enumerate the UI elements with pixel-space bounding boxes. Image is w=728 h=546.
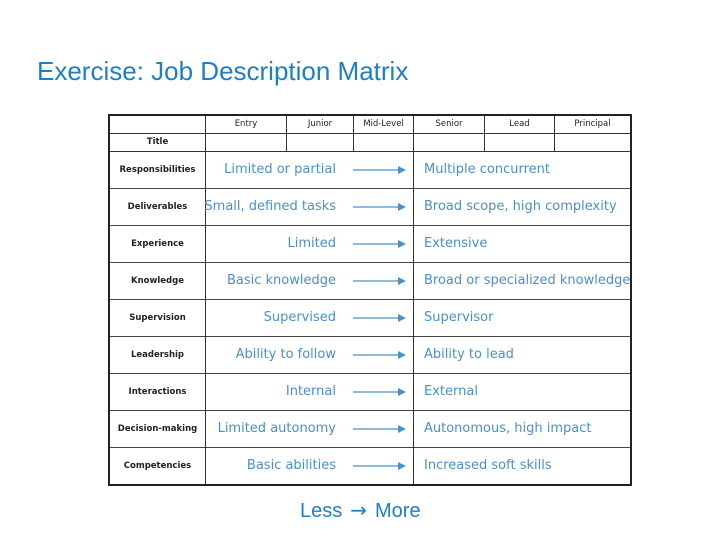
matrix-row-experience [110,225,630,263]
row-label: Supervision [129,312,186,323]
more-value: Increased soft skills [424,458,552,473]
more-value: Broad scope, high complexity [424,199,617,214]
job-description-matrix [108,114,632,486]
title-row-divider [484,133,485,151]
row-divider [205,299,206,336]
right-arrow-icon [353,387,406,397]
right-arrow-icon [353,350,406,360]
row-label: Knowledge [131,275,184,286]
row-divider [413,225,414,262]
right-arrow-icon [353,424,406,434]
row-label: Experience [131,238,184,249]
row-divider [413,336,414,373]
right-arrow-icon [353,165,406,175]
row-label: Responsibilities [119,164,196,175]
matrix-row-deliverables [110,188,630,226]
more-value: External [424,384,478,399]
title-row-divider [205,133,206,151]
right-arrow-icon [353,276,406,286]
less-value: Limited autonomy [217,421,336,436]
title-row-divider [353,133,354,151]
matrix-row-knowledge [110,262,630,300]
matrix-row-interactions [110,373,630,411]
less-value: Limited [287,236,336,251]
column-header-entry: Entry [205,116,286,133]
title-row-divider [286,133,287,151]
row-divider [205,336,206,373]
less-value: Ability to follow [235,347,336,362]
row-label: Leadership [130,349,185,360]
more-value: Autonomous, high impact [424,421,592,436]
less-value: Supervised [263,310,336,325]
right-arrow-icon [353,202,406,212]
column-header-junior: Junior [286,116,353,133]
matrix-row-supervision [110,299,630,337]
row-label: Competencies [123,460,192,471]
column-header-principal: Principal [554,116,630,133]
right-arrow-icon: → [350,498,368,522]
more-value: Supervisor [424,310,494,325]
column-header-mid-level: Mid-Level [353,116,413,133]
less-value: Basic abilities [246,458,336,473]
matrix-row-decision-making [110,410,630,448]
less-value: Small, defined tasks [204,199,336,214]
less-value: Limited or partial [224,162,336,177]
row-divider [413,262,414,299]
row-label: Deliverables [127,201,188,212]
row-divider [205,410,206,447]
row-divider [413,373,414,410]
more-value: Multiple concurrent [424,162,551,177]
legend-more: More [375,500,421,522]
row-divider [205,262,206,299]
row-label: Interactions [128,386,187,397]
right-arrow-icon [353,239,406,249]
column-header-senior: Senior [413,116,484,133]
column-header-row [110,116,630,134]
slide-title: Exercise: Job Description Matrix [37,56,409,86]
row-divider [205,373,206,410]
more-value: Ability to lead [424,347,514,362]
more-value: Extensive [424,236,488,251]
row-label: Decision-making [117,423,198,434]
more-value: Broad or specialized knowledge [424,273,631,288]
matrix-row-competencies [110,447,630,484]
legend-less: Less [300,500,343,522]
title-row-divider [413,133,414,151]
row-divider [205,447,206,484]
row-divider [413,410,414,447]
matrix-row-responsibilities [110,151,630,189]
title-row-divider [554,133,555,151]
less-value: Internal [285,384,336,399]
right-arrow-icon [353,313,406,323]
row-divider [413,447,414,484]
less-more-legend [300,498,421,523]
row-divider [205,151,206,188]
row-divider [205,225,206,262]
right-arrow-icon [353,461,406,471]
title-row [110,133,630,152]
row-divider [413,299,414,336]
row-divider [413,188,414,225]
less-value: Basic knowledge [226,273,336,288]
matrix-row-leadership [110,336,630,374]
column-header-lead: Lead [484,116,554,133]
title-label: Title [146,137,169,147]
row-divider [413,151,414,188]
